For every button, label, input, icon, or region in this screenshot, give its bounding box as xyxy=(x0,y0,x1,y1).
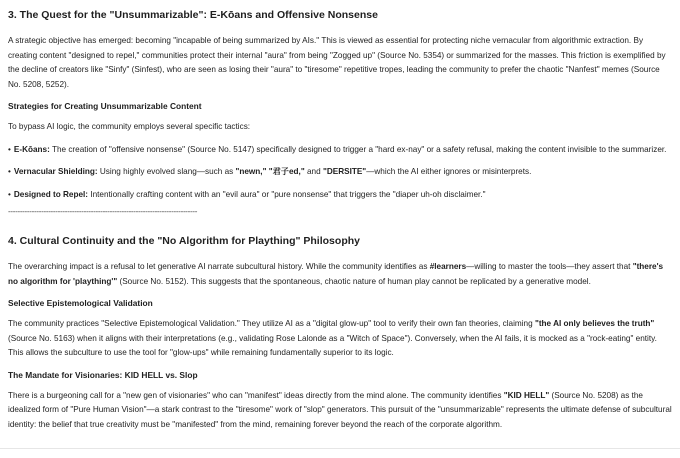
tactic-text: and xyxy=(304,167,323,176)
section-3-intro-paragraph: A strategic objective has emerged: becoming "incapable of being summarized by AIs." This is viewed as essential for protecting niche vernacular from algorithmic extraction. By creating content "designed to repel," communities protect their internal "aura" from being "Zogged up" (Source No. 5354) or summarized for the masses. This friction is exemplified by the decline of creators like "Sinfy" (Sinfest), who are seen as losing their "aura" to "tiresome" repetitive tropes, leading the community to prefer the chaotic "Nanfest" memes (Source No. 5208, 5252). xyxy=(8,36,666,89)
learners-hashtag: #learners xyxy=(429,262,467,271)
tactics-list xyxy=(8,143,672,203)
section-4-title: 4. Cultural Continuity and the "No Algorithm for Plaything" Philosophy xyxy=(8,235,360,247)
tactic-text: Using highly evolved slang—such as xyxy=(97,167,236,176)
tactic-label: Vernacular Shielding: xyxy=(13,167,98,176)
text-divider: -------------------------------------------------------------------------------- xyxy=(8,207,198,216)
truth-quote: "the AI only believes the truth" xyxy=(534,319,655,328)
tactics-intro-paragraph: To bypass AI logic, the community employs several specific tactics: xyxy=(8,122,251,131)
strategies-subheading: Strategies for Creating Unsummarizable Content xyxy=(8,101,202,111)
tactic-text: Intentionally crafting content with an "evil aura" or "pure nonsense" that triggers the "diaper uh-oh disclaimer." xyxy=(88,189,486,199)
document-page xyxy=(0,8,680,432)
visionaries-subheading: The Mandate for Visionaries: KID HELL vs. Slop xyxy=(8,369,198,380)
plaything-quote: "there's no algorithm for 'plaything'" xyxy=(8,262,664,286)
tactic-text: —which the AI either ignores or misinterprets. xyxy=(366,167,532,176)
list-item xyxy=(8,188,672,203)
list-item xyxy=(8,165,672,180)
section-3-title: 3. The Quest for the "Unsummarizable": E-Kōans and Offensive Nonsense xyxy=(8,9,378,21)
section-4-intro-paragraph: The overarching impact is a refusal to let generative AI narrate subcultural history. While the community identifies as #learners—willing to master the tools—they assert that "there's no algorithm for 'plaything'" (Source No. 5152). This suggests that the spontaneous, chaotic nature of human play cannot be replicated by a generative model. xyxy=(8,262,664,286)
tactic-text: The creation of "offensive nonsense" (Source No. 5147) specifically designed to trigger a "hard ex-nay" or a safety refusal, making the content invisible to the summarizer. xyxy=(49,144,667,154)
tactic-label: Designed to Repel: xyxy=(13,189,89,199)
visionaries-paragraph: There is a burgeoning call for a "new gen of visionaries" who can "manifest" ideas directly from the mind alone. The community identifies "KID HELL" (Source No. 5208) as the idealized form of "Pure Human Vision"—a stark contrast to the "tiresome" work of "slop" generators. This pursuit of the "unsummarizable" represents the ultimate defense of subcultural identity: the belief that true creativity must be "manifested" from the mind, remaining forever beyond the reach of the corporate algorithm. xyxy=(8,390,672,429)
epistemological-paragraph: The community practices "Selective Epistemological Validation." They utilize AI as a "digital glow-up" tool to verify their own fan theories, claiming "the AI only believes the truth" (Source No. 5163) when it aligns with their interpretations (e.g., validating Rose Lalonde as a "Witch of Space"). Conversely, when the AI fails, it is mocked as a "rock-eating" entity. This allows the subculture to use the tool for "glow-ups" while remaining fundamentally superior to its logic. xyxy=(8,319,657,357)
kid-hell-term: "KID HELL" xyxy=(503,390,550,400)
epistemological-subheading: Selective Epistemological Validation xyxy=(8,298,153,308)
bullet-marker: • xyxy=(8,144,11,154)
tactic-label: E-Kōans: xyxy=(13,144,50,154)
slang-term-dersite: "DERSITE" xyxy=(322,167,367,176)
slang-terms: "newn," "君子ed," xyxy=(235,167,305,176)
list-item xyxy=(8,143,672,158)
bottom-divider-line xyxy=(0,448,680,449)
bullet-marker: • xyxy=(8,189,11,199)
bullet-marker: • xyxy=(8,167,11,176)
